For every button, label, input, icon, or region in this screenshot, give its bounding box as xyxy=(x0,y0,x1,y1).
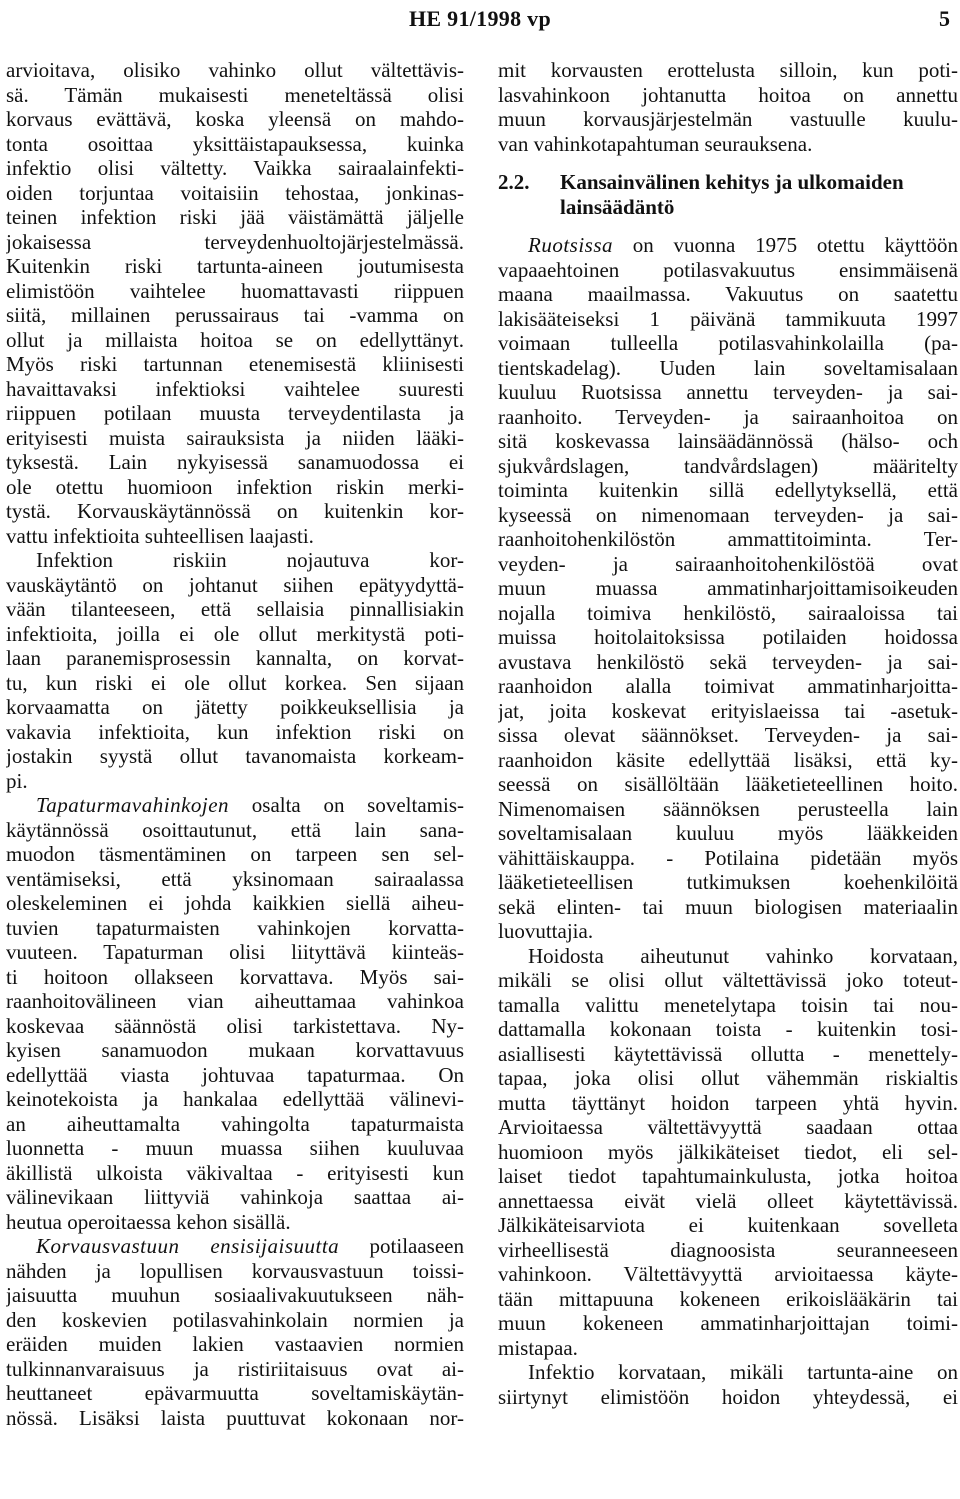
text-line xyxy=(498,968,958,993)
line-text: den koskevien potilasvahinkolain normien ja xyxy=(6,1307,464,1332)
text-line xyxy=(6,181,464,206)
line-text: mit korvausten erottelusta silloin, kun poti- xyxy=(498,58,958,82)
document-reference: HE 91/1998 vp xyxy=(408,6,552,31)
text-line xyxy=(498,821,958,846)
text-line xyxy=(498,478,958,503)
line-text: nojalla toimiva henkilöstö, sairaaloissa tai xyxy=(498,600,958,625)
text-line xyxy=(498,1042,958,1067)
line-text: huomioon myös jälkikäteiset tiedot, eli sel- xyxy=(498,1139,958,1164)
text-line xyxy=(498,233,958,258)
line-text: keinotekoista ja hankalaa edellyttää välinevi- xyxy=(6,1087,464,1111)
text-line xyxy=(6,1063,464,1088)
text-line xyxy=(6,769,464,794)
text-line xyxy=(6,377,464,402)
text-line xyxy=(498,772,958,797)
line-text: veyden- ja sairaanhoitohenkilöstöä ovat xyxy=(498,551,958,576)
line-text: eräiden muiden lakien vastaavien normien xyxy=(6,1332,464,1356)
text-line xyxy=(498,282,958,307)
text-line xyxy=(6,891,464,916)
text-line xyxy=(498,1115,958,1140)
line-text: kyisen sanamuodon mukaan korvattavuus xyxy=(6,1038,464,1062)
line-text: luonnetta - muun muassa siihen kuuluvaa xyxy=(6,1136,464,1160)
text-line xyxy=(6,1357,464,1382)
line-text: raanhoidon alalla toimivat ammatinharjoitta- xyxy=(498,674,958,698)
line-text: soveltamisalaan kuuluu myös lääkkeiden xyxy=(498,821,958,845)
line-text: luovuttajia. xyxy=(498,919,594,943)
text-line xyxy=(6,793,464,818)
text-line xyxy=(6,671,464,696)
text-line xyxy=(498,625,958,650)
line-text: voimaan tulleella potilasvahinkolailla (pa- xyxy=(498,331,958,355)
line-text: infektio olisi vältetty. Vaikka sairaalainfekti- xyxy=(6,156,464,180)
text-line xyxy=(6,1381,464,1406)
text-line xyxy=(6,622,464,647)
line-text: heutua operoitaessa kehon sisällä. xyxy=(6,1209,291,1234)
line-text: annettaessa eivät vielä olleet käytettävissä. xyxy=(498,1188,958,1213)
line-text: an aiheuttamalta vahingolta tapaturmaista xyxy=(6,1111,464,1136)
line-text: tu, kun riski ei ole ollut korkea. Sen sijaan xyxy=(6,670,464,695)
text-line xyxy=(6,107,464,132)
text-line xyxy=(6,818,464,843)
line-text: teinen infektion riski jää väistämättä jäljelle xyxy=(6,205,464,229)
line-text: nössä. Lisäksi laista puuttuvat kokonaan nor- xyxy=(6,1405,464,1430)
text-line xyxy=(498,331,958,356)
line-text: tamalla valittu menetelytapa toisin tai nou- xyxy=(498,992,958,1017)
line-text: jostakin syystä ollut tavanomaista korkeam- xyxy=(6,744,464,768)
line-text: siitä, millainen perussairaus tai -vamma on xyxy=(6,303,464,327)
text-line xyxy=(498,1066,958,1091)
line-text: laan paranemisprosessin kannalta, on korvat- xyxy=(6,646,464,670)
line-text: sä. Tämän mukaisesti meneteltässä olisi xyxy=(6,82,464,107)
line-text: van vahinkotapahtuman seurauksena. xyxy=(498,131,813,156)
line-text: vahinkoon. Vältettävyyttä arvioitaessa käyte- xyxy=(498,1262,958,1286)
line-text: tientskadelag). Uuden lain soveltamisalaan xyxy=(498,355,958,380)
line-text: Arvioitaessa vältettävyyttä saadaan ottaa xyxy=(498,1115,958,1139)
text-line xyxy=(498,83,958,108)
line-text: muissa hoitolaitoksissa potilaiden hoidossa xyxy=(498,625,958,649)
line-text: mutta täyttänyt hoidon tarpeen yhtä hyvin. xyxy=(498,1090,958,1115)
text-line xyxy=(6,548,464,573)
line-text: riippuen potilaan muusta terveydentilasta ja xyxy=(6,401,464,425)
text-line xyxy=(498,723,958,748)
line-text: oleskeleminen ei johda kaikkien siellä aiheu- xyxy=(6,891,464,915)
line-text: vapaaehtoinen potilasvakuutus ensimmäisenä xyxy=(498,257,958,282)
text-line xyxy=(6,1112,464,1137)
text-line xyxy=(498,650,958,675)
text-line xyxy=(6,597,464,622)
line-text: Infektion riskiin nojautuva kor- xyxy=(36,548,464,572)
line-text: jat, joita koskevat erityislaeissa tai -asetuk- xyxy=(498,698,958,723)
line-text: Jälkikäteisarviota ei kuitenkaan sovelleta xyxy=(498,1213,958,1237)
text-line xyxy=(6,720,464,745)
text-line xyxy=(6,205,464,230)
line-text: tulkinnanvaraisuus ja ristiriitaisuus ovat ai- xyxy=(6,1356,464,1381)
line-text: asiallisesti käytettävissä ollutta - menettely- xyxy=(498,1041,958,1066)
text-line xyxy=(6,940,464,965)
line-text: kuuluu Ruotsissa annettu terveyden- ja sai- xyxy=(498,380,958,404)
line-text: käytännössä osoittautunut, että lain sana- xyxy=(6,817,464,842)
text-line xyxy=(498,993,958,1018)
line-text: erityisesti muista sairauksista ja niiden lääki- xyxy=(6,425,464,450)
text-line xyxy=(6,1406,464,1431)
text-line xyxy=(6,1259,464,1284)
text-line xyxy=(6,1283,464,1308)
text-line xyxy=(6,1210,464,1235)
text-line xyxy=(498,405,958,430)
text-line xyxy=(498,576,958,601)
text-line xyxy=(498,503,958,528)
text-line xyxy=(6,1038,464,1063)
text-line xyxy=(498,552,958,577)
line-text: siirtynyt elimistöön hoidon yhteydessä, ei xyxy=(498,1384,958,1409)
text-line xyxy=(6,450,464,475)
line-text: arvioitava, olisiko vahinko ollut vältettävis- xyxy=(6,58,464,82)
text-line xyxy=(498,674,958,699)
text-line xyxy=(6,132,464,157)
emphasized-term: Korvausvastuun ensisijaisuutta xyxy=(36,1234,340,1258)
text-line xyxy=(498,919,958,944)
text-line xyxy=(6,83,464,108)
line-text: sjukvårdslagen, tandvårdslagen) määritelty xyxy=(498,453,958,478)
text-line xyxy=(498,846,958,871)
text-line xyxy=(498,429,958,454)
line-text: ole otettu huomioon infektion riskin merki- xyxy=(6,474,464,499)
line-text: toiminta kuitenkin sillä edellytyksellä, että xyxy=(498,478,958,502)
section-number: 2.2. xyxy=(498,170,530,194)
text-line xyxy=(498,1189,958,1214)
text-line xyxy=(6,499,464,524)
text-line xyxy=(498,58,958,83)
line-text: äkillistä ulkoista väkivaltaa - erityisesti kun xyxy=(6,1160,464,1185)
text-line xyxy=(498,454,958,479)
text-line xyxy=(6,303,464,328)
line-text: edellyttää viasta johtuvaa tapaturmaa. On xyxy=(6,1062,464,1087)
line-text: tystä. Korvauskäytännössä on kuitenkin kor- xyxy=(6,499,464,523)
text-line xyxy=(498,1311,958,1336)
text-line xyxy=(498,258,958,283)
line-text: muodon täsmentäminen on tarpeen sen sel- xyxy=(6,842,464,866)
text-line xyxy=(6,646,464,671)
text-line xyxy=(6,842,464,867)
section-title-line1: Kansainvälinen kehitys ja ulkomaiden xyxy=(560,170,904,194)
text-line xyxy=(6,524,464,549)
text-line xyxy=(498,1287,958,1312)
page-number: 5 xyxy=(939,6,950,31)
line-text: Myös riski tartunnan etenemisestä kliinisesti xyxy=(6,352,464,376)
line-text: lasvahinkoon johtanutta hoitoa on annettu xyxy=(498,82,958,107)
line-text: ollut ja millaista hoitoa se on edellyttänyt. xyxy=(6,327,464,352)
text-line xyxy=(6,156,464,181)
text-line xyxy=(6,230,464,255)
line-text: tään mittapuuna kokeneen erikoislääkärin tai xyxy=(498,1286,958,1311)
line-text: kyseessä on nimenomaan terveyden- ja sai- xyxy=(498,502,958,527)
text-line xyxy=(6,989,464,1014)
line-text: seessä on sisällöltään lääketieteellinen hoito. xyxy=(498,772,958,796)
text-line xyxy=(6,401,464,426)
line-text: sitä koskevassa lainsäädännössä (hälso- och xyxy=(498,429,958,453)
section-gap xyxy=(498,219,958,233)
line-text: virheellisestä diagnoosista seuranneeseen xyxy=(498,1237,958,1262)
text-line xyxy=(6,58,464,83)
line-text: maana maailmassa. Vakuutus on saatettu xyxy=(498,282,958,306)
line-text: raanhoito. Terveyden- ja sairaanhoitoa on xyxy=(498,404,958,429)
line-text: Nimenomaisen säännöksen perusteella lain xyxy=(498,796,958,821)
line-text: infektioita, joilla ei ole ollut merkitystä poti- xyxy=(6,621,464,646)
line-text: muun muassa ammatinharjoittamisoikeuden xyxy=(498,576,958,600)
line-text: korvaamatta on jätetty poikkeuksellisia ja xyxy=(6,695,464,719)
line-text: jaisuutta muuhun sosiaalivakuutukseen näh- xyxy=(6,1283,464,1307)
line-text: osalta on soveltamis- xyxy=(229,793,464,817)
text-line xyxy=(498,1360,958,1385)
line-text: tuvien tapaturmaisten vahinkojen korvatta- xyxy=(6,915,464,940)
text-line xyxy=(498,1336,958,1361)
text-line xyxy=(498,748,958,773)
line-text: vauskäytäntö on johtanut siihen epätyydyttä- xyxy=(6,572,464,597)
text-line xyxy=(6,1087,464,1112)
line-text: potilaaseen xyxy=(339,1234,464,1258)
text-line xyxy=(6,1185,464,1210)
text-line xyxy=(498,527,958,552)
line-text: raanhoitovälineen vian aiheuttamaa vahinkoa xyxy=(6,989,464,1013)
text-line xyxy=(498,1140,958,1165)
line-text: raanhoidon käsite edellyttää lisäksi, että ky- xyxy=(498,747,958,772)
text-line xyxy=(6,965,464,990)
line-text: sekä elinten- tai muun biologisen materiaalin xyxy=(498,894,958,919)
section-gap xyxy=(498,156,958,170)
line-text: muun kokeneen ammatinharjoittajan toimi- xyxy=(498,1311,958,1335)
text-line xyxy=(6,695,464,720)
text-line xyxy=(498,1262,958,1287)
line-text: dattamalla kokonaan toista - kuitenkin tosi- xyxy=(498,1017,958,1041)
right-column-intro xyxy=(498,58,958,156)
text-line xyxy=(498,699,958,724)
text-line xyxy=(6,1234,464,1259)
line-text: tyksestä. Lain nykyisessä sanamuodossa ei xyxy=(6,450,464,474)
line-text: heuttaneet epävarmuutta soveltamiskäytän- xyxy=(6,1381,464,1405)
text-line xyxy=(498,1385,958,1410)
line-text: korvaus evättävä, koska yleensä on mahdo- xyxy=(6,107,464,131)
line-text: vuuteen. Tapaturman olisi liityttävä kiinteäs- xyxy=(6,940,464,964)
line-text: mistapaa. xyxy=(498,1335,578,1360)
line-text: ti hoitoon ollakseen korvattava. Myös sai- xyxy=(6,964,464,989)
line-text: vään tilanteeseen, että sellaisia pinnallisiakin xyxy=(6,597,464,621)
text-line xyxy=(498,1213,958,1238)
line-text: Hoidosta aiheutunut vahinko korvataan, xyxy=(528,943,958,968)
line-text: mikäli se olisi ollut vältettävissä joko toteut- xyxy=(498,968,958,992)
text-line xyxy=(6,254,464,279)
line-text: laiset tiedot tapahtumainkulusta, jotka hoitoa xyxy=(498,1164,958,1188)
text-line xyxy=(6,475,464,500)
text-line xyxy=(6,1136,464,1161)
line-text: vakavia infektioita, kun infektion riski on xyxy=(6,719,464,744)
right-column-body xyxy=(498,233,958,1409)
text-line xyxy=(498,870,958,895)
line-text: jokaisessa terveydenhuoltojärjestelmässä. xyxy=(6,229,464,254)
line-text: muun korvausjärjestelmän vastuulle kuulu- xyxy=(498,107,958,131)
page-header xyxy=(0,0,960,40)
line-text: lakisääteiseksi 1 päivänä tammikuuta 1997 xyxy=(498,306,958,331)
text-line xyxy=(6,1308,464,1333)
text-line xyxy=(498,601,958,626)
line-text: välinevikaan liittyviä vahinkoja saattaa ai- xyxy=(6,1185,464,1209)
line-text: pi. xyxy=(6,768,28,793)
line-text: Kuitenkin riski tartunta-aineen joutumisesta xyxy=(6,254,464,278)
text-line xyxy=(498,1091,958,1116)
left-column xyxy=(6,58,464,1430)
line-text: on vuonna 1975 otettu käyttöön xyxy=(613,233,958,257)
text-line xyxy=(498,356,958,381)
section-title-line2: lainsäädäntö xyxy=(560,194,675,219)
text-line xyxy=(6,1161,464,1186)
text-line xyxy=(498,307,958,332)
text-line xyxy=(498,1238,958,1263)
text-line xyxy=(6,744,464,769)
text-line xyxy=(498,895,958,920)
text-line xyxy=(498,132,958,157)
text-line xyxy=(498,380,958,405)
emphasized-term: Tapaturmavahinkojen xyxy=(36,793,230,817)
line-text: tapaa, joka olisi ollut vähemmän riskialtis xyxy=(498,1066,958,1090)
text-line xyxy=(498,1164,958,1189)
line-text: Infektio korvataan, mikäli tartunta-aine on xyxy=(528,1360,958,1384)
line-text: lääketieteellisen tutkimuksen koehenkilöitä xyxy=(498,870,958,894)
line-text: sissa olevat säännökset. Terveyden- ja sai- xyxy=(498,723,958,747)
text-line xyxy=(6,279,464,304)
text-line xyxy=(6,867,464,892)
line-text: elimistöön vaihtelee huomattavasti riippuen xyxy=(6,278,464,303)
section-heading xyxy=(498,170,958,195)
text-line xyxy=(6,916,464,941)
text-line xyxy=(498,107,958,132)
line-text: ventämiseksi, että yksinomaan sairaalassa xyxy=(6,866,464,891)
line-text: raanhoitohenkilöstön ammattitoiminta. Ter- xyxy=(498,527,958,551)
line-text: vattu infektioita suhteellisen laajasti. xyxy=(6,523,314,548)
line-text: oiden torjuntaa voitaisiin tehostaa, jonkinas- xyxy=(6,180,464,205)
line-text: havaittavaksi infektioksi vaihtelee suuresti xyxy=(6,376,464,401)
line-text: tonta osoittaa yksittäistapauksessa, kuinka xyxy=(6,131,464,156)
text-line xyxy=(6,573,464,598)
text-line xyxy=(498,797,958,822)
line-text: nähden ja lopullisen korvausvastuun toissi- xyxy=(6,1258,464,1283)
line-text: koskevaa säännöstä olisi tarkistettava. Ny- xyxy=(6,1013,464,1038)
text-line xyxy=(6,352,464,377)
line-text: vähittäiskauppa. - Potilaina pidetään myös xyxy=(498,845,958,870)
text-line xyxy=(6,426,464,451)
text-line xyxy=(498,944,958,969)
text-line xyxy=(6,1014,464,1039)
text-line xyxy=(498,1017,958,1042)
emphasized-term: Ruotsissa xyxy=(528,233,614,257)
text-line xyxy=(6,1332,464,1357)
right-column xyxy=(498,58,958,1409)
line-text: avustava henkilöstö sekä terveyden- ja sai- xyxy=(498,649,958,674)
text-line xyxy=(6,328,464,353)
